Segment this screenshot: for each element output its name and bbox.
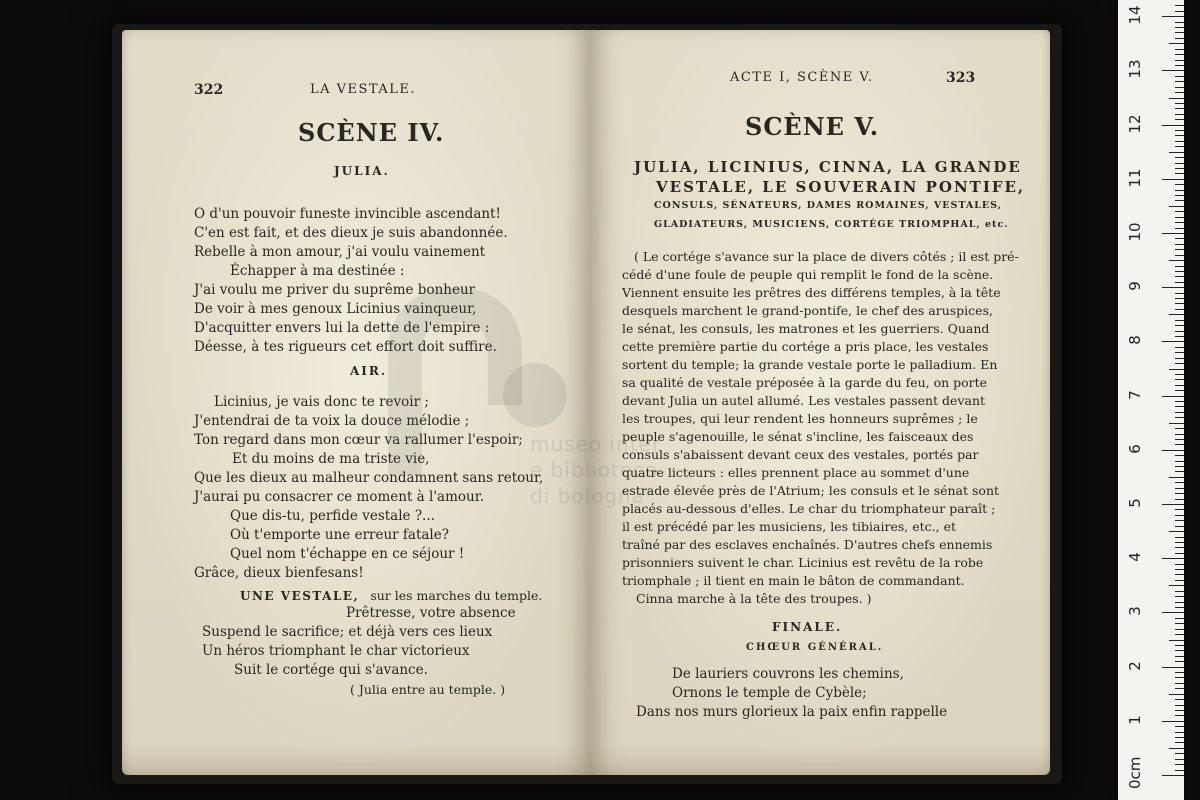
ruler-tick bbox=[1175, 114, 1184, 115]
verse-line: O d'un pouvoir funeste invincible ascendant! bbox=[194, 206, 501, 222]
stage-direction-line: estrade élevée près de l'Atrium; les consuls et le sénat sont bbox=[622, 483, 1000, 498]
stage-direction-line: le sénat, les consuls, les matrones et les guerriers. Quand bbox=[622, 321, 990, 336]
ruler-tick bbox=[1175, 547, 1184, 548]
right-page bbox=[590, 30, 1050, 775]
ruler-tick bbox=[1175, 672, 1184, 673]
ruler-tick bbox=[1169, 477, 1184, 478]
running-head: LA VESTALE. bbox=[310, 82, 417, 97]
verse-line: D'acquitter envers lui la dette de l'empire : bbox=[194, 320, 490, 336]
characters-line: CONSULS, SÉNATEURS, DAMES ROMAINES, VESTALES, bbox=[654, 200, 1002, 211]
ruler-tick bbox=[1175, 303, 1184, 304]
ruler-tick bbox=[1175, 710, 1184, 711]
ruler-tick bbox=[1175, 266, 1184, 267]
ruler-label: 13 bbox=[1126, 59, 1144, 79]
watermark-text: di bologna bbox=[530, 484, 645, 508]
ruler-label: 12 bbox=[1126, 114, 1144, 134]
ruler-tick bbox=[1175, 537, 1184, 538]
ruler-tick bbox=[1175, 764, 1184, 765]
verse-line: De voir à mes genoux Licinius vainqueur, bbox=[194, 301, 477, 317]
ruler-tick bbox=[1162, 16, 1184, 17]
ruler-tick bbox=[1175, 634, 1184, 635]
stage-direction-line: cette première partie du cortége a pris place, les vestales bbox=[622, 339, 989, 354]
ruler-tick bbox=[1175, 54, 1184, 55]
ruler-tick bbox=[1175, 320, 1184, 321]
verse-line: Suit le cortége qui s'avance. bbox=[234, 662, 428, 678]
chorus-heading: CHŒUR GÉNÉRAL. bbox=[746, 642, 884, 653]
ruler-tick bbox=[1162, 341, 1184, 342]
ruler-tick bbox=[1175, 574, 1184, 575]
verse-line: Où t'emporte une erreur fatale? bbox=[230, 527, 449, 543]
ruler-tick bbox=[1175, 591, 1184, 592]
ruler-tick bbox=[1175, 157, 1184, 158]
air-heading: AIR. bbox=[350, 364, 388, 378]
page-edge bbox=[590, 743, 1050, 775]
ruler-tick bbox=[1175, 737, 1184, 738]
ruler-tick bbox=[1175, 22, 1184, 23]
running-head: ACTE I, SCÈNE V. bbox=[730, 70, 874, 85]
ruler-tick bbox=[1175, 27, 1184, 28]
ruler-tick bbox=[1175, 276, 1184, 277]
stage-direction-line: desquels marchent le grand-pontife, le chef des aruspices, bbox=[622, 303, 993, 318]
verse-line: C'en est fait, et des dieux je suis abandonnée. bbox=[194, 225, 508, 241]
ruler-tick bbox=[1169, 531, 1184, 532]
ruler-tick bbox=[1175, 526, 1184, 527]
ruler-tick bbox=[1175, 81, 1184, 82]
ruler-tick bbox=[1175, 602, 1184, 603]
ruler-tick bbox=[1175, 168, 1184, 169]
ruler-tick bbox=[1169, 585, 1184, 586]
ruler-tick bbox=[1175, 580, 1184, 581]
ruler-tick bbox=[1175, 65, 1184, 66]
ruler-tick bbox=[1169, 260, 1184, 261]
ruler-label: 1 bbox=[1126, 715, 1144, 725]
ruler-tick bbox=[1175, 271, 1184, 272]
ruler-tick bbox=[1175, 385, 1184, 386]
ruler-tick bbox=[1175, 493, 1184, 494]
verse-line: Prêtresse, votre absence bbox=[346, 605, 516, 621]
ruler-tick bbox=[1169, 314, 1184, 315]
ruler-tick bbox=[1175, 141, 1184, 142]
verse-line: De lauriers couvrons les chemins, bbox=[672, 666, 904, 682]
verse-line: Ornons le temple de Cybèle; bbox=[672, 685, 867, 701]
ruler-tick bbox=[1175, 244, 1184, 245]
ruler-tick bbox=[1175, 688, 1184, 689]
ruler-tick bbox=[1175, 569, 1184, 570]
verse-line: Suspend le sacrifice; et déjà vers ces lieux bbox=[202, 624, 493, 640]
stage-direction-line: prisonniers suivent le char. Licinius est revêtu de la robe bbox=[622, 555, 984, 570]
ruler-tick bbox=[1169, 43, 1184, 44]
ruler-tick bbox=[1175, 742, 1184, 743]
ruler-tick bbox=[1175, 428, 1184, 429]
ruler-tick bbox=[1175, 553, 1184, 554]
ruler-tick bbox=[1175, 358, 1184, 359]
ruler-tick bbox=[1175, 331, 1184, 332]
ruler-tick bbox=[1175, 564, 1184, 565]
stage-direction-line: devant Julia un autel allumé. Les vestales passent devant bbox=[622, 393, 986, 408]
ruler-tick bbox=[1175, 607, 1184, 608]
ruler-tick bbox=[1169, 640, 1184, 641]
verse-line: Ton regard dans mon cœur va rallumer l'espoir; bbox=[194, 432, 523, 448]
ruler-tick bbox=[1175, 76, 1184, 77]
speaker-name: UNE VESTALE, bbox=[240, 589, 360, 603]
ruler-tick bbox=[1175, 5, 1184, 6]
ruler-tick bbox=[1175, 119, 1184, 120]
ruler-tick bbox=[1175, 38, 1184, 39]
stage-direction-line: Cinna marche à la tête des troupes. ) bbox=[636, 591, 872, 606]
ruler-label: 2 bbox=[1126, 660, 1144, 671]
stage-direction-line: sortent du temple; la grande vestale porte le palladium. En bbox=[622, 357, 998, 372]
ruler-tick bbox=[1175, 374, 1184, 375]
ruler-tick bbox=[1175, 325, 1184, 326]
ruler-tick bbox=[1175, 417, 1184, 418]
verse-line: Déesse, à tes rigueurs cet effort doit suffire. bbox=[194, 339, 497, 355]
ruler-tick bbox=[1175, 520, 1184, 521]
verse-line: Que dis-tu, perfide vestale ?... bbox=[230, 508, 435, 524]
speaker-line bbox=[240, 585, 542, 604]
ruler-label: 0cm bbox=[1126, 756, 1144, 789]
ruler-tick bbox=[1175, 130, 1184, 131]
characters-line: GLADIATEURS, MUSICIENS, CORTÉGE TRIOMPHAL, etc. bbox=[654, 219, 1009, 230]
ruler-tick bbox=[1175, 444, 1184, 445]
stage-direction-line: sa qualité de vestale préposée à la garde du feu, on porte bbox=[622, 375, 988, 390]
speaker-direction: sur les marches du temple. bbox=[370, 588, 543, 603]
finale-heading: FINALE. bbox=[772, 620, 843, 634]
ruler-tick bbox=[1175, 211, 1184, 212]
stage-direction-line: cédé d'une foule de peuple qui remplit le fond de la scène. bbox=[622, 267, 994, 282]
ruler-tick bbox=[1175, 32, 1184, 33]
ruler-tick bbox=[1175, 406, 1184, 407]
ruler-tick bbox=[1175, 623, 1184, 624]
ruler-tick bbox=[1162, 179, 1184, 180]
ruler-tick bbox=[1175, 184, 1184, 185]
ruler-label: 14 bbox=[1126, 5, 1144, 25]
verse-line: Et du moins de ma triste vie, bbox=[232, 451, 430, 467]
ruler-tick bbox=[1175, 412, 1184, 413]
verse-line: Grâce, dieux bienfesans! bbox=[194, 565, 364, 581]
ruler-tick bbox=[1169, 748, 1184, 749]
ruler-label: 9 bbox=[1126, 281, 1144, 291]
ruler-tick bbox=[1175, 222, 1184, 223]
scene-title: SCÈNE V. bbox=[745, 112, 880, 141]
ruler-tick bbox=[1169, 423, 1184, 424]
stage-direction-line: triomphale ; il tient en main le bâton de commandant. bbox=[622, 573, 965, 588]
ruler-tick bbox=[1162, 125, 1184, 126]
ruler-tick bbox=[1175, 390, 1184, 391]
ruler-tick bbox=[1175, 49, 1184, 50]
ruler-tick bbox=[1175, 379, 1184, 380]
ruler-tick bbox=[1175, 726, 1184, 727]
ruler-tick bbox=[1175, 363, 1184, 364]
verse-line: Échapper à ma destinée : bbox=[230, 263, 405, 279]
stage-direction-line: il est précédé par les musiciens, les tibiaires, etc., et bbox=[622, 519, 956, 534]
ruler-tick bbox=[1175, 618, 1184, 619]
page-number: 322 bbox=[194, 82, 224, 98]
ruler-tick bbox=[1175, 509, 1184, 510]
stage-direction-line: consuls s'abaissent devant ceux des vestales, portés par bbox=[622, 447, 979, 462]
ruler-tick bbox=[1162, 558, 1184, 559]
stage-direction-line: Viennent ensuite les prêtres des différens temples, à la tête bbox=[622, 285, 1001, 300]
ruler-label: 11 bbox=[1126, 168, 1144, 188]
ruler-tick bbox=[1175, 650, 1184, 651]
ruler-tick bbox=[1175, 661, 1184, 662]
ruler-tick bbox=[1175, 715, 1184, 716]
ruler-tick bbox=[1175, 461, 1184, 462]
ruler-tick bbox=[1175, 298, 1184, 299]
ruler-tick bbox=[1175, 656, 1184, 657]
ruler-label: 10 bbox=[1126, 222, 1144, 242]
ruler-tick bbox=[1175, 195, 1184, 196]
ruler-tick bbox=[1162, 233, 1184, 234]
verse-line: Licinius, je vais donc te revoir ; bbox=[214, 394, 429, 410]
ruler-tick bbox=[1162, 70, 1184, 71]
ruler-tick bbox=[1175, 455, 1184, 456]
ruler-tick bbox=[1175, 103, 1184, 104]
watermark-text: museo inter bbox=[530, 432, 662, 456]
ruler-tick bbox=[1175, 488, 1184, 489]
stage-direction: ( Julia entre au temple. ) bbox=[350, 682, 506, 697]
ruler-tick bbox=[1175, 629, 1184, 630]
ruler-tick bbox=[1175, 596, 1184, 597]
ruler-label: 3 bbox=[1126, 606, 1144, 617]
verse-line: J'ai voulu me priver du suprême bonheur bbox=[194, 282, 476, 298]
ruler-tick bbox=[1175, 732, 1184, 733]
verse-line: J'aurai pu consacrer ce moment à l'amour. bbox=[194, 489, 484, 505]
ruler-tick bbox=[1162, 721, 1184, 722]
ruler-tick bbox=[1169, 206, 1184, 207]
verse-line: J'entendrai de ta voix la douce mélodie ; bbox=[194, 413, 470, 429]
ruler-tick bbox=[1175, 255, 1184, 256]
ruler-tick bbox=[1175, 753, 1184, 754]
ruler-tick bbox=[1175, 146, 1184, 147]
ruler-tick bbox=[1169, 152, 1184, 153]
ruler-tick bbox=[1175, 282, 1184, 283]
ruler-tick bbox=[1175, 515, 1184, 516]
ruler-label: 6 bbox=[1126, 444, 1144, 454]
ruler-tick bbox=[1175, 11, 1184, 12]
measurement-ruler bbox=[1118, 0, 1184, 800]
ruler-tick bbox=[1175, 238, 1184, 239]
ruler-label: 8 bbox=[1126, 335, 1144, 346]
watermark-text: e biblioteca bbox=[530, 458, 659, 482]
ruler-tick bbox=[1175, 705, 1184, 706]
ruler-tick bbox=[1175, 439, 1184, 440]
stage-direction-line: peuple s'agenouille, le sénat s'incline, les faisceaux des bbox=[622, 429, 974, 444]
ruler-tick bbox=[1175, 499, 1184, 500]
page-number: 323 bbox=[946, 70, 976, 86]
ruler-tick bbox=[1175, 466, 1184, 467]
ruler-tick bbox=[1175, 87, 1184, 88]
ruler-tick bbox=[1162, 396, 1184, 397]
scene-title: SCÈNE IV. bbox=[298, 118, 445, 147]
ruler-tick bbox=[1175, 677, 1184, 678]
ruler-tick bbox=[1175, 542, 1184, 543]
ruler-tick bbox=[1162, 504, 1184, 505]
ruler-tick bbox=[1162, 612, 1184, 613]
ruler-tick bbox=[1175, 92, 1184, 93]
ruler-tick bbox=[1175, 249, 1184, 250]
stage-direction-line: traîné par des esclaves enchaînés. D'autres chefs ennemis bbox=[622, 537, 993, 552]
ruler-tick bbox=[1175, 108, 1184, 109]
verse-line: Rebelle à mon amour, j'ai voulu vainement bbox=[194, 244, 486, 260]
ruler-tick bbox=[1175, 135, 1184, 136]
ruler-tick bbox=[1162, 667, 1184, 668]
ruler-tick bbox=[1175, 163, 1184, 164]
ruler-tick bbox=[1175, 336, 1184, 337]
ruler-tick bbox=[1175, 200, 1184, 201]
stage-direction-line: placés au-dessous d'elles. Le char du triomphateur paraît ; bbox=[622, 501, 996, 516]
verse-line: Dans nos murs glorieux la paix enfin rappelle bbox=[636, 704, 948, 720]
characters-line: VESTALE, LE SOUVERAIN PONTIFE, bbox=[656, 178, 1026, 196]
ruler-tick bbox=[1175, 228, 1184, 229]
ruler-tick bbox=[1175, 217, 1184, 218]
ruler-tick bbox=[1162, 450, 1184, 451]
ruler-tick bbox=[1175, 309, 1184, 310]
ruler-tick bbox=[1175, 471, 1184, 472]
ruler-label: 4 bbox=[1126, 552, 1144, 562]
stage-direction-line: ( Le cortége s'avance sur la place de divers côtés ; il est pré- bbox=[634, 249, 1019, 264]
ruler-tick bbox=[1175, 770, 1184, 771]
verse-line: Que les dieux au malheur condamnent sans retour, bbox=[194, 470, 544, 486]
characters-line: JULIA, LICINIUS, CINNA, LA GRANDE bbox=[634, 158, 1022, 176]
ruler-tick bbox=[1169, 694, 1184, 695]
ruler-tick bbox=[1169, 98, 1184, 99]
ruler-label: 5 bbox=[1126, 498, 1144, 508]
ruler-label: 7 bbox=[1126, 389, 1144, 400]
ruler-tick bbox=[1175, 434, 1184, 435]
stage-direction-line: les troupes, qui leur rendent les honneurs suprêmes ; le bbox=[622, 411, 978, 426]
verse-line: Un héros triomphant le char victorieux bbox=[202, 643, 470, 659]
page-edge bbox=[122, 743, 590, 775]
stage-direction-line: quatre licteurs : elles prennent place au sommet d'une bbox=[622, 465, 970, 480]
ruler-tick bbox=[1175, 60, 1184, 61]
ruler-tick bbox=[1175, 401, 1184, 402]
ruler-tick bbox=[1175, 699, 1184, 700]
ruler-tick bbox=[1175, 759, 1184, 760]
ruler-tick bbox=[1169, 369, 1184, 370]
verse-line: Quel nom t'échappe en ce séjour ! bbox=[230, 546, 465, 562]
character-name: JULIA. bbox=[334, 164, 390, 178]
ruler-tick bbox=[1175, 293, 1184, 294]
ruler-tick bbox=[1175, 190, 1184, 191]
ruler-tick bbox=[1175, 683, 1184, 684]
ruler-tick bbox=[1175, 352, 1184, 353]
ruler-tick bbox=[1175, 645, 1184, 646]
ruler-tick bbox=[1175, 482, 1184, 483]
ruler-tick bbox=[1162, 287, 1184, 288]
ruler-tick bbox=[1175, 173, 1184, 174]
ruler-tick bbox=[1175, 347, 1184, 348]
ruler-tick bbox=[1162, 775, 1184, 776]
